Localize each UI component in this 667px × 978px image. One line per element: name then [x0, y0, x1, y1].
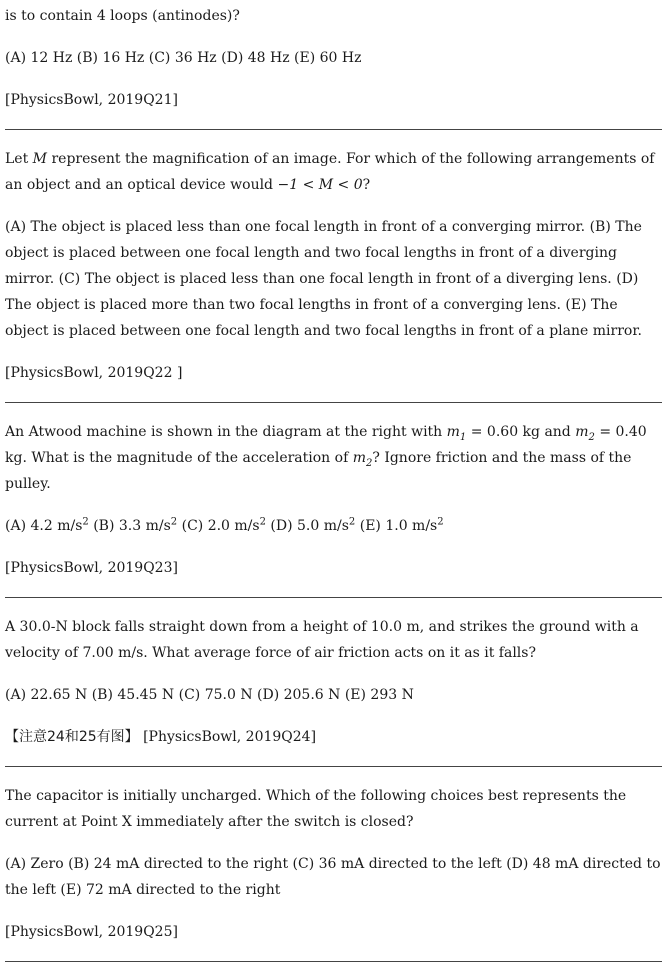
question-source: [PhysicsBowl, 2019Q22 ]	[5, 365, 183, 381]
question-text: The capacitor is initially uncharged. Which of the following choices best represents the current at Point X immediately after the switch is closed?	[5, 788, 627, 830]
divider	[5, 766, 662, 767]
question-21-continued	[5, 3, 662, 113]
divider	[5, 597, 662, 598]
answer-choices: (A) 12 Hz (B) 16 Hz (C) 36 Hz (D) 48 Hz (E) 60 Hz	[5, 50, 362, 66]
math-variable-m2: $m_2$	[352, 450, 373, 469]
math-variable-m1: $m_1$	[446, 424, 467, 443]
answer-choices: (A) 4.2 $m/s^2$ (B) 3.3 $m/s^2$ (C) 2.0 $m/s^2$ (D) 5.0 $m/s^2$ (E) 1.0 $m/s^2$	[5, 516, 444, 534]
figure-note: 【注意24和25有图】	[5, 729, 139, 745]
math-condition: −1 < M < 0	[277, 177, 363, 193]
question-24	[5, 614, 662, 750]
question-source: [PhysicsBowl, 2019Q21]	[5, 92, 178, 108]
math-variable-m2: $m_2$	[575, 424, 595, 443]
answer-choices: (A) The object is placed less than one focal length in front of a converging mirror. (B) The object is placed between one focal length and two focal lengths in front of a diverging mirror. (C) The object is placed less than one focal length in front of a diverging lens. (D) The object is placed more than two focal lengths in front of a converging lens. (E) The object is placed between one focal length and two focal lengths in front of a plane mirror.	[5, 219, 642, 339]
question-source: [PhysicsBowl, 2019Q25]	[5, 924, 178, 940]
divider	[5, 402, 662, 403]
question-text: Let M represent the magnification of an image. For which of the following arrangements of an object and an optical device would −1 < M < 0?	[5, 151, 655, 193]
answer-choices: (A) Zero (B) 24 mA directed to the right (C) 36 mA directed to the left (D) 48 mA directed to the left (E) 72 mA directed to the right	[5, 856, 661, 898]
document-page	[5, 0, 662, 978]
divider	[5, 129, 662, 130]
question-text: An Atwood machine is shown in the diagram at the right with $m_1 = 0.60$ kg and $m_2 = 0.40$ kg. What is the magnitude of the acceleration of $m_2$? Ignore friction and the mass of the pulley.	[5, 424, 647, 492]
question-text: is to contain 4 loops (antinodes)?	[5, 8, 240, 24]
math-variable-m: M	[32, 151, 48, 167]
question-text: A 30.0-N block falls straight down from a height of 10.0 m, and strikes the ground with a velocity of 7.00 m/s. What average force of air friction acts on it as it falls?	[5, 619, 639, 661]
question-25	[5, 783, 662, 945]
question-source: [PhysicsBowl, 2019Q23]	[5, 560, 178, 576]
answer-choices: (A) 22.65 N (B) 45.45 N (C) 75.0 N (D) 205.6 N (E) 293 N	[5, 687, 414, 703]
question-23	[5, 419, 662, 581]
question-22	[5, 146, 662, 386]
divider	[5, 961, 662, 962]
question-source: 【注意24和25有图】 [PhysicsBowl, 2019Q24]	[5, 729, 317, 745]
